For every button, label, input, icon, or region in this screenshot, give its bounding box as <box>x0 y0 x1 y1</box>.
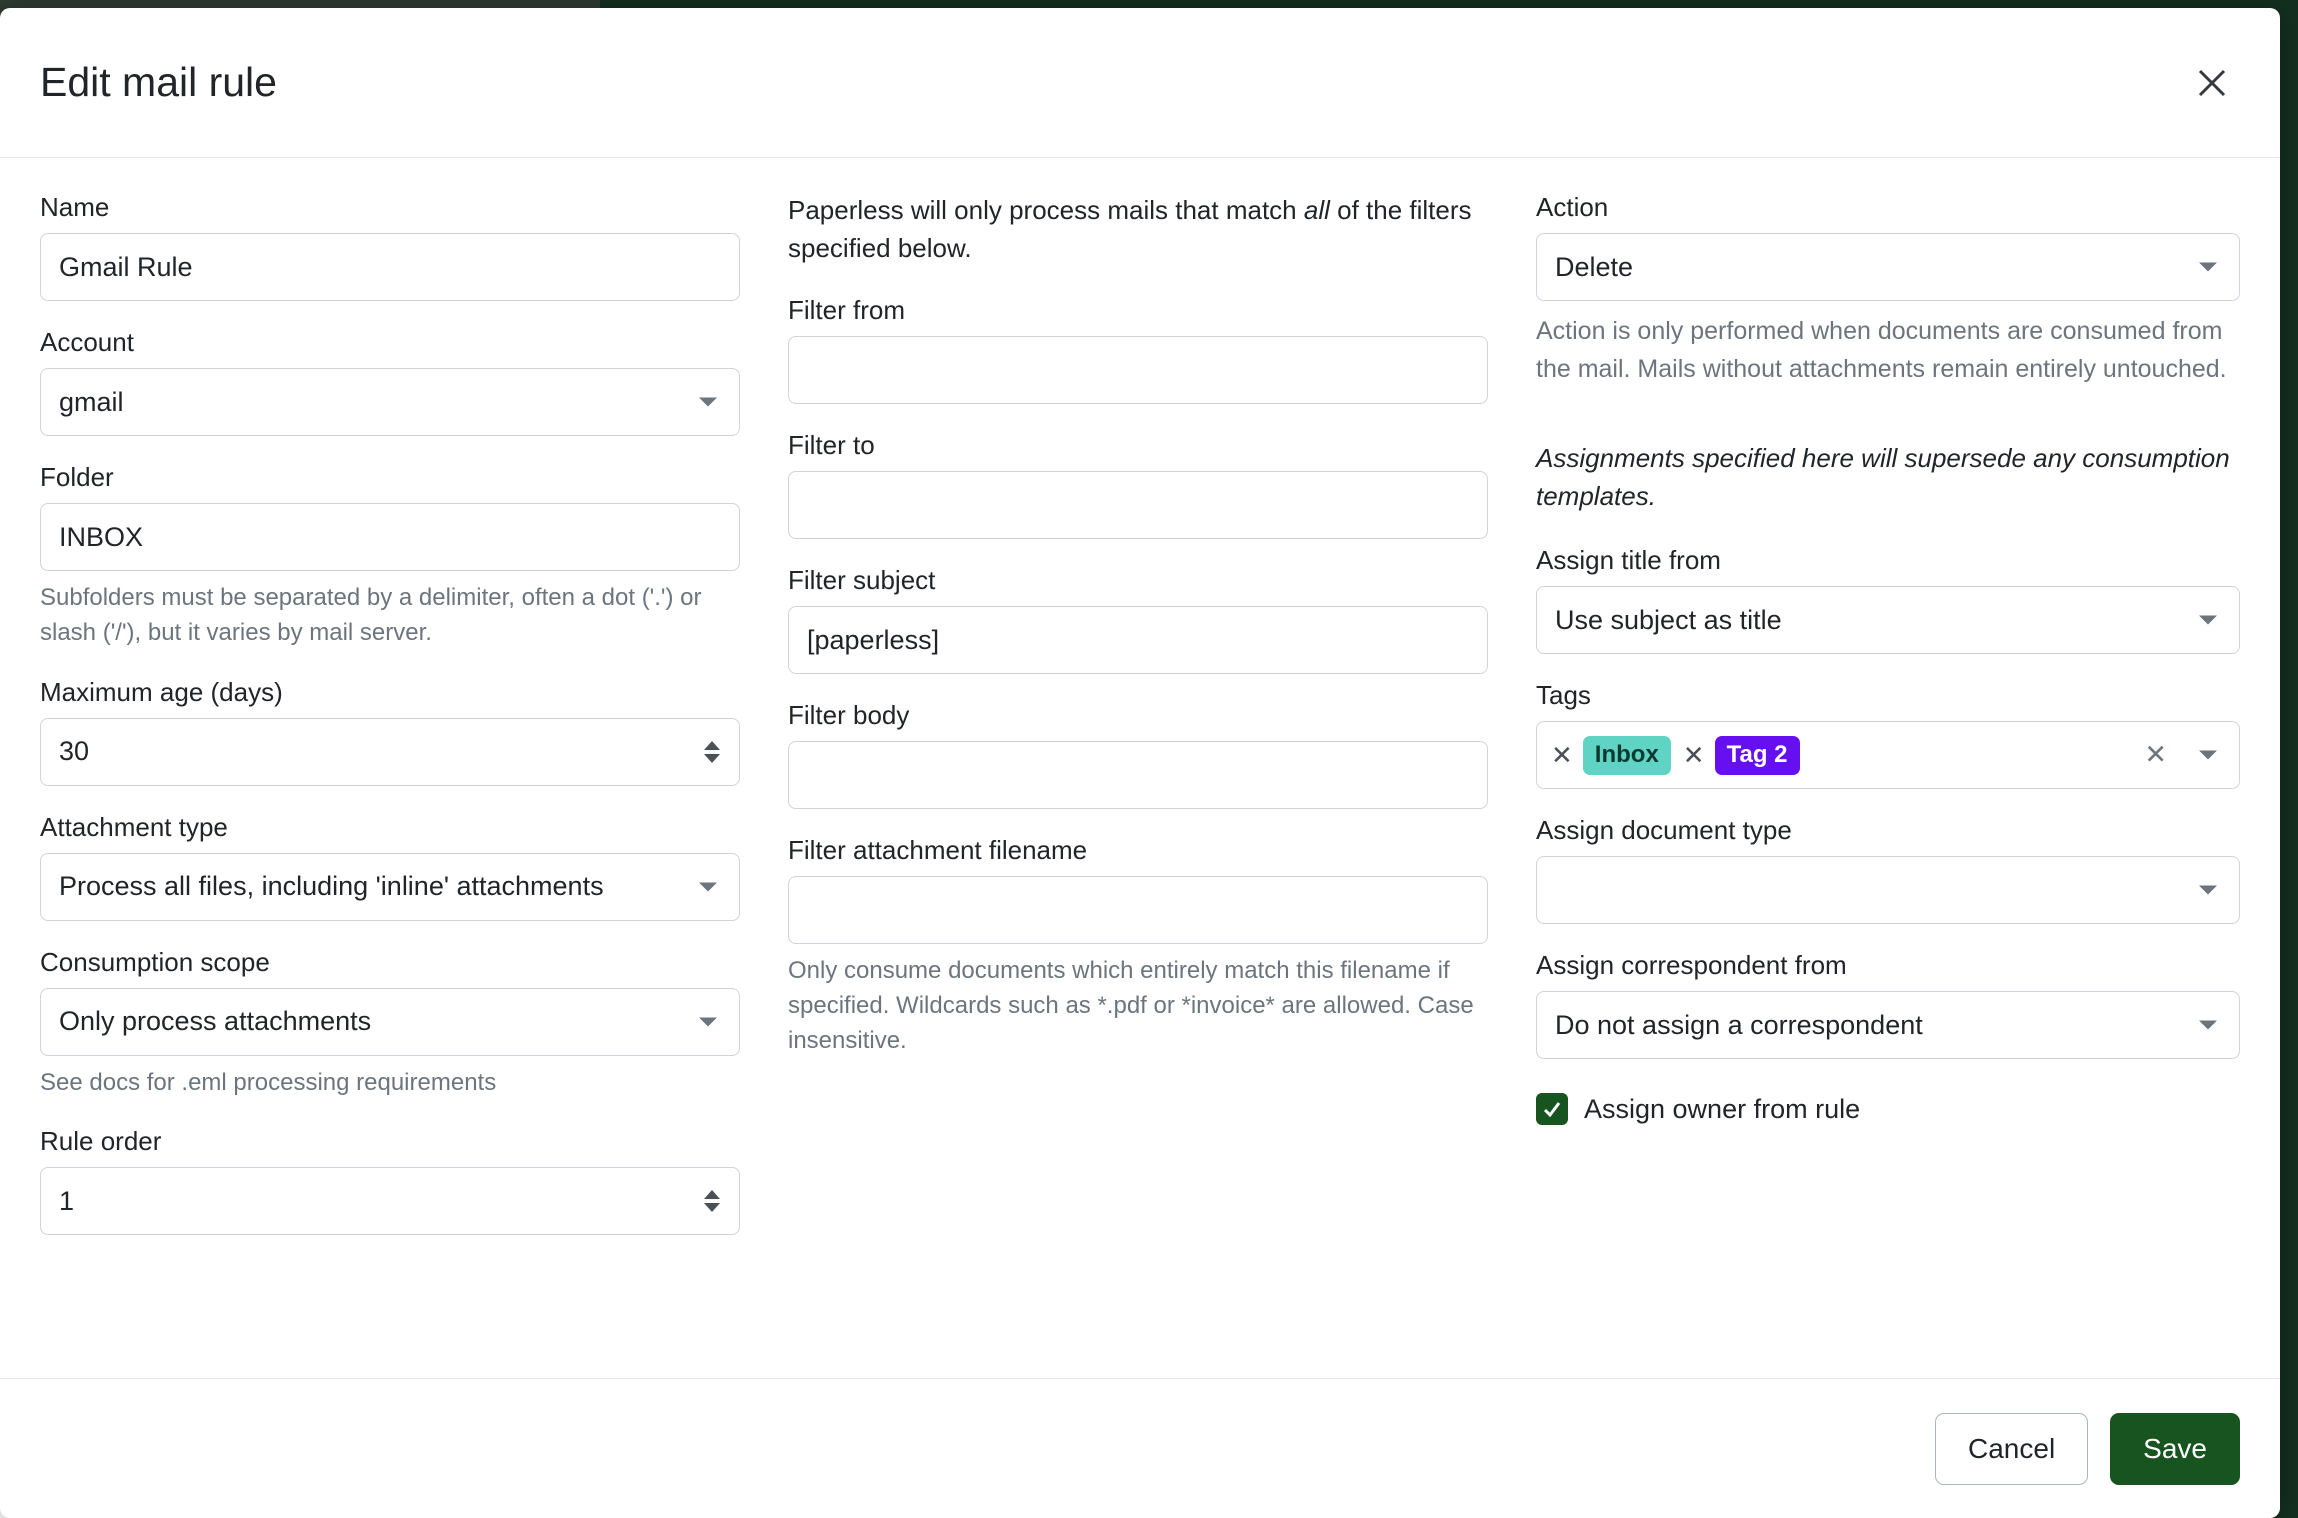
tags-multiselect[interactable] <box>1536 721 2240 789</box>
stepper-up-icon[interactable] <box>704 1190 720 1199</box>
stepper-down-icon[interactable] <box>704 754 720 763</box>
field-maximum-age <box>40 677 740 786</box>
field-assign-title <box>1536 545 2240 654</box>
filter-from-label: Filter from <box>788 295 905 326</box>
assign-owner-checkbox[interactable] <box>1536 1093 1568 1125</box>
filter-subject-label: Filter subject <box>788 565 936 596</box>
chevron-down-icon <box>699 882 717 891</box>
filters-intro-pre: Paperless will only process mails that match <box>788 195 1304 225</box>
folder-label: Folder <box>40 462 114 492</box>
chevron-down-icon <box>2199 886 2217 895</box>
dialog-body <box>0 158 2280 1378</box>
field-action <box>1536 192 2240 388</box>
tags-label: Tags <box>1536 680 1591 711</box>
attachment-type-select[interactable] <box>40 853 740 921</box>
field-name <box>40 192 740 301</box>
consumption-scope-select[interactable] <box>40 988 740 1056</box>
filters-intro-post: of the filters specified below. <box>788 195 1472 263</box>
save-button[interactable]: Save <box>2110 1413 2240 1485</box>
action-select[interactable] <box>1536 233 2240 301</box>
rule-order-stepper[interactable] <box>704 1190 720 1212</box>
filters-intro <box>788 192 1488 267</box>
filter-from-input[interactable] <box>788 336 1488 404</box>
cancel-button[interactable]: Cancel <box>1935 1413 2088 1485</box>
attachment-type-label: Attachment type <box>40 811 228 842</box>
column-general <box>40 192 740 1378</box>
assign-correspondent-select[interactable] <box>1536 991 2240 1059</box>
filter-subject-input[interactable] <box>788 606 1488 674</box>
filter-attachment-filename-hint: Only consume documents which entirely match this filename if specified. Wildcards such as *.pdf or *invoice* are allowed. Case insensitive. <box>788 957 1474 1054</box>
account-value: gmail <box>59 386 124 417</box>
field-account <box>40 327 740 436</box>
tag-chip[interactable] <box>1683 736 1800 774</box>
column-filters <box>788 192 1488 1378</box>
attachment-type-value: Process all files, including 'inline' attachments <box>59 871 604 902</box>
chevron-down-icon <box>699 398 717 407</box>
chevron-down-icon[interactable] <box>2199 751 2217 760</box>
consumption-scope-value: Only process attachments <box>59 1006 372 1037</box>
name-input[interactable] <box>40 233 740 301</box>
field-assign-document-type <box>1536 815 2240 924</box>
page-title: Edit mail rule <box>40 59 277 105</box>
assign-title-select[interactable] <box>1536 586 2240 654</box>
column-actions <box>1536 192 2240 1378</box>
assign-correspondent-value: Do not assign a correspondent <box>1555 1009 1923 1040</box>
stepper-up-icon[interactable] <box>704 741 720 750</box>
filter-to-input[interactable] <box>788 471 1488 539</box>
stepper-down-icon[interactable] <box>704 1203 720 1212</box>
filter-to-label: Filter to <box>788 430 875 461</box>
assign-title-label: Assign title from <box>1536 545 1721 576</box>
account-select[interactable] <box>40 368 740 436</box>
assign-title-value: Use subject as title <box>1555 604 1782 635</box>
field-filter-from <box>788 295 1488 404</box>
tag-label: Inbox <box>1583 736 1671 774</box>
dialog-header <box>0 8 2280 158</box>
name-label: Name <box>40 192 110 222</box>
maximum-age-input[interactable] <box>40 718 740 786</box>
consumption-scope-hint: See docs for .eml processing requirements <box>40 1068 497 1096</box>
action-hint: Action is only performed when documents are consumed from the mail. Mails without attachments remain entirely untouched. <box>1536 317 2227 383</box>
field-consumption-scope <box>40 947 740 1101</box>
field-filter-subject <box>788 565 1488 674</box>
clear-tags-icon[interactable]: ✕ <box>2144 739 2167 770</box>
assign-document-type-label: Assign document type <box>1536 815 1792 846</box>
tag-chip[interactable] <box>1551 736 1671 774</box>
chevron-down-icon <box>2199 263 2217 272</box>
rule-order-input[interactable] <box>40 1167 740 1235</box>
action-value: Delete <box>1555 251 1634 282</box>
remove-tag-icon[interactable]: ✕ <box>1551 740 1573 771</box>
field-filter-body <box>788 700 1488 809</box>
field-folder <box>40 462 740 651</box>
maximum-age-label: Maximum age (days) <box>40 676 283 707</box>
assign-document-type-select[interactable] <box>1536 856 2240 924</box>
consumption-scope-label: Consumption scope <box>40 946 270 977</box>
action-label: Action <box>1536 192 1609 222</box>
folder-hint: Subfolders must be separated by a delimiter, often a dot ('.') or slash ('/'), but it varies by mail server. <box>40 584 702 646</box>
chevron-down-icon <box>699 1017 717 1026</box>
field-tags <box>1536 680 2240 789</box>
filter-attachment-filename-label: Filter attachment filename <box>788 835 1088 866</box>
remove-tag-icon[interactable]: ✕ <box>1682 740 1705 771</box>
folder-input[interactable] <box>40 503 740 571</box>
field-filter-to <box>788 430 1488 539</box>
field-attachment-type <box>40 812 740 921</box>
close-icon[interactable] <box>2184 55 2240 111</box>
field-assign-owner <box>1536 1093 2240 1125</box>
assignments-note: Assignments specified here will supersede any consumption templates. <box>1536 443 2230 511</box>
chevron-down-icon <box>2199 616 2217 625</box>
filter-body-input[interactable] <box>788 741 1488 809</box>
field-filter-attachment-filename <box>788 835 1488 1058</box>
filter-attachment-filename-input[interactable] <box>788 876 1488 944</box>
filter-body-label: Filter body <box>788 700 910 731</box>
chevron-down-icon <box>2199 1021 2217 1030</box>
dialog-footer <box>0 1378 2280 1518</box>
assign-owner-label: Assign owner from rule <box>1584 1093 1861 1124</box>
field-rule-order <box>40 1126 740 1235</box>
maximum-age-stepper[interactable] <box>704 741 720 763</box>
filters-intro-emphasis: all <box>1303 195 1330 225</box>
account-label: Account <box>40 327 134 357</box>
tag-label: Tag 2 <box>1715 736 1800 774</box>
assign-correspondent-label: Assign correspondent from <box>1536 950 1847 981</box>
edit-mail-rule-dialog <box>0 8 2280 1518</box>
field-assign-correspondent <box>1536 950 2240 1059</box>
rule-order-label: Rule order <box>40 1126 162 1157</box>
